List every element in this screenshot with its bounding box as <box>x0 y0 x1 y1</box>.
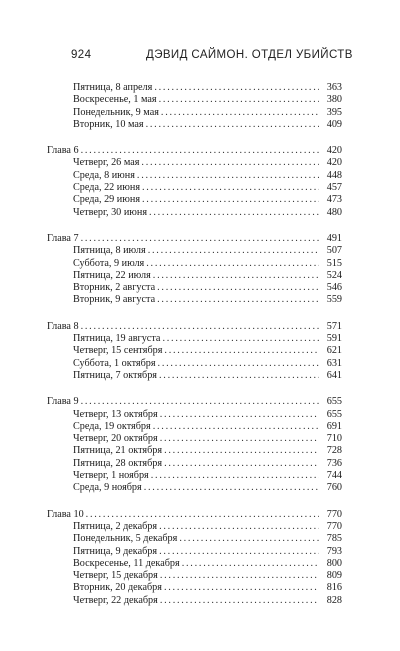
toc-entry <box>47 470 342 482</box>
toc-entry <box>47 157 342 169</box>
page-ref: 524 <box>326 269 342 281</box>
dot-leader <box>162 333 319 345</box>
chapter-heading <box>47 396 342 408</box>
toc-entry <box>47 107 342 119</box>
dot-leader <box>160 595 319 607</box>
toc-entry <box>47 533 342 545</box>
dot-leader <box>157 282 319 294</box>
page-ref: 816 <box>326 582 342 594</box>
entry-label: Воскресенье, 1 мая <box>73 94 157 106</box>
dot-leader <box>81 145 319 157</box>
toc-entry <box>47 595 342 607</box>
toc-entry <box>47 194 342 206</box>
entry-label: Среда, 22 июня <box>73 182 141 194</box>
page-ref: 760 <box>326 482 342 494</box>
chapter-heading <box>47 321 342 333</box>
page-ref: 728 <box>326 445 342 457</box>
toc-section <box>47 321 342 382</box>
page-ref: 691 <box>326 420 342 432</box>
running-header <box>71 49 371 65</box>
dot-leader <box>164 458 319 470</box>
entry-label: Четверг, 13 октября <box>73 408 158 420</box>
entry-label: Понедельник, 9 мая <box>73 106 159 118</box>
page-ref: 631 <box>326 357 342 369</box>
dot-leader <box>151 470 319 482</box>
toc-section <box>47 82 342 131</box>
page-ref: 457 <box>326 182 342 194</box>
toc-section <box>47 145 342 219</box>
toc-entry <box>47 119 342 131</box>
toc-entry <box>47 445 342 457</box>
page-ref: 546 <box>326 282 342 294</box>
entry-label: Среда, 29 июня <box>73 194 141 206</box>
entry-label: Пятница, 9 декабря <box>73 545 158 557</box>
dot-leader <box>159 370 319 382</box>
page-ref: 473 <box>326 194 342 206</box>
entry-label: Вторник, 20 декабря <box>73 582 162 594</box>
dot-leader <box>142 194 319 206</box>
toc-entry <box>47 582 342 594</box>
toc-entry <box>47 294 342 306</box>
dot-leader <box>164 445 319 457</box>
toc-entry <box>47 521 342 533</box>
toc-entry <box>47 358 342 370</box>
entry-label: Пятница, 19 августа <box>73 333 161 345</box>
page-ref: 571 <box>326 320 342 332</box>
dot-leader <box>149 207 319 219</box>
dot-leader <box>148 245 319 257</box>
toc-entry <box>47 421 342 433</box>
toc-entry <box>47 282 342 294</box>
dot-leader <box>159 521 319 533</box>
page-ref: 621 <box>326 345 342 357</box>
entry-label: Вторник, 9 августа <box>73 294 156 306</box>
dot-leader <box>159 546 319 558</box>
dot-leader <box>179 533 319 545</box>
entry-label: Пятница, 28 октября <box>73 457 163 469</box>
entry-label: Пятница, 8 июля <box>73 245 146 257</box>
dot-leader <box>153 421 319 433</box>
chapter-label: Глава 6 <box>47 145 79 157</box>
page-ref: 655 <box>326 408 342 420</box>
toc-section <box>47 396 342 494</box>
dot-leader <box>144 482 319 494</box>
toc-entry <box>47 409 342 421</box>
chapter-label: Глава 9 <box>47 396 79 408</box>
chapter-heading <box>47 233 342 245</box>
dot-leader <box>164 582 319 594</box>
page-ref: 420 <box>326 157 342 169</box>
dot-leader <box>153 270 319 282</box>
toc-entry <box>47 482 342 494</box>
chapter-label: Глава 8 <box>47 320 79 332</box>
page-ref: 507 <box>326 245 342 257</box>
chapter-heading <box>47 145 342 157</box>
toc-section <box>47 233 342 307</box>
toc-entry <box>47 258 342 270</box>
page-ref: 793 <box>326 545 342 557</box>
toc-entry <box>47 570 342 582</box>
chapter-label: Глава 10 <box>47 508 84 520</box>
dot-leader <box>160 409 319 421</box>
dot-leader <box>146 258 319 270</box>
toc-entry <box>47 333 342 345</box>
entry-label: Вторник, 2 августа <box>73 282 156 294</box>
dot-leader <box>142 182 319 194</box>
entry-label: Пятница, 7 октября <box>73 369 157 381</box>
entry-label: Пятница, 8 апреля <box>73 82 153 93</box>
entry-label: Четверг, 22 декабря <box>73 594 158 606</box>
page-ref: 363 <box>326 82 342 93</box>
chapter-label: Глава 7 <box>47 232 79 244</box>
page-ref: 770 <box>326 508 342 520</box>
dot-leader <box>146 119 319 131</box>
dot-leader <box>154 82 319 94</box>
toc-entry <box>47 170 342 182</box>
entry-label: Воскресенье, 11 декабря <box>73 557 180 569</box>
toc-entry <box>47 458 342 470</box>
page-ref: 770 <box>326 520 342 532</box>
dot-leader <box>141 157 319 169</box>
entry-label: Среда, 19 октября <box>73 420 151 432</box>
page-ref: 655 <box>326 396 342 408</box>
page-ref: 380 <box>326 94 342 106</box>
entry-label: Четверг, 1 ноября <box>73 470 149 482</box>
dot-leader <box>81 321 319 333</box>
dot-leader <box>137 170 319 182</box>
toc-entry <box>47 94 342 106</box>
entry-label: Пятница, 21 октября <box>73 445 163 457</box>
dot-leader <box>164 345 319 357</box>
toc-entry <box>47 558 342 570</box>
dot-leader <box>182 558 319 570</box>
page-ref: 744 <box>326 470 342 482</box>
toc-entry <box>47 546 342 558</box>
dot-leader <box>157 294 319 306</box>
page-ref: 409 <box>326 118 342 130</box>
toc-entry <box>47 270 342 282</box>
chapter-heading <box>47 509 342 521</box>
page-ref: 559 <box>326 294 342 306</box>
page-ref: 395 <box>326 106 342 118</box>
page-ref: 785 <box>326 533 342 545</box>
dot-leader <box>161 107 319 119</box>
page-ref: 420 <box>326 145 342 157</box>
toc-section <box>47 509 342 607</box>
dot-leader <box>160 570 319 582</box>
entry-label: Четверг, 30 июня <box>73 206 148 218</box>
page-ref: 591 <box>326 333 342 345</box>
dot-leader <box>160 433 319 445</box>
toc-entry <box>47 182 342 194</box>
toc-entry <box>47 345 342 357</box>
entry-label: Среда, 8 июня <box>73 169 135 181</box>
entry-label: Понедельник, 5 декабря <box>73 533 178 545</box>
entry-label: Четверг, 20 октября <box>73 433 158 445</box>
page-ref: 641 <box>326 369 342 381</box>
dot-leader <box>86 509 319 521</box>
page-ref: 736 <box>326 457 342 469</box>
entry-label: Четверг, 26 мая <box>73 157 140 169</box>
entry-label: Суббота, 9 июля <box>73 257 145 269</box>
entry-label: Суббота, 1 октября <box>73 357 156 369</box>
page-ref: 448 <box>326 169 342 181</box>
table-of-contents <box>47 82 342 621</box>
page-ref: 800 <box>326 557 342 569</box>
toc-entry <box>47 207 342 219</box>
dot-leader <box>81 233 319 245</box>
page-ref: 809 <box>326 570 342 582</box>
entry-label: Четверг, 15 декабря <box>73 570 158 582</box>
entry-label: Пятница, 2 декабря <box>73 520 158 532</box>
page-ref: 515 <box>326 257 342 269</box>
page-ref: 480 <box>326 206 342 218</box>
page-ref: 491 <box>326 232 342 244</box>
page-ref: 710 <box>326 433 342 445</box>
book-title: ДЭВИД САЙМОН. ОТДЕЛ УБИЙСТВ <box>146 49 353 61</box>
entry-label: Среда, 9 ноября <box>73 482 142 494</box>
toc-entry <box>47 82 342 94</box>
dot-leader <box>158 358 319 370</box>
toc-entry <box>47 245 342 257</box>
page-number: 924 <box>71 49 92 61</box>
toc-entry <box>47 433 342 445</box>
dot-leader <box>81 396 319 408</box>
entry-label: Пятница, 22 июля <box>73 269 151 281</box>
toc-entry <box>47 370 342 382</box>
entry-label: Вторник, 10 мая <box>73 118 144 130</box>
page-ref: 828 <box>326 594 342 606</box>
dot-leader <box>159 94 319 106</box>
entry-label: Четверг, 15 сентября <box>73 345 163 357</box>
